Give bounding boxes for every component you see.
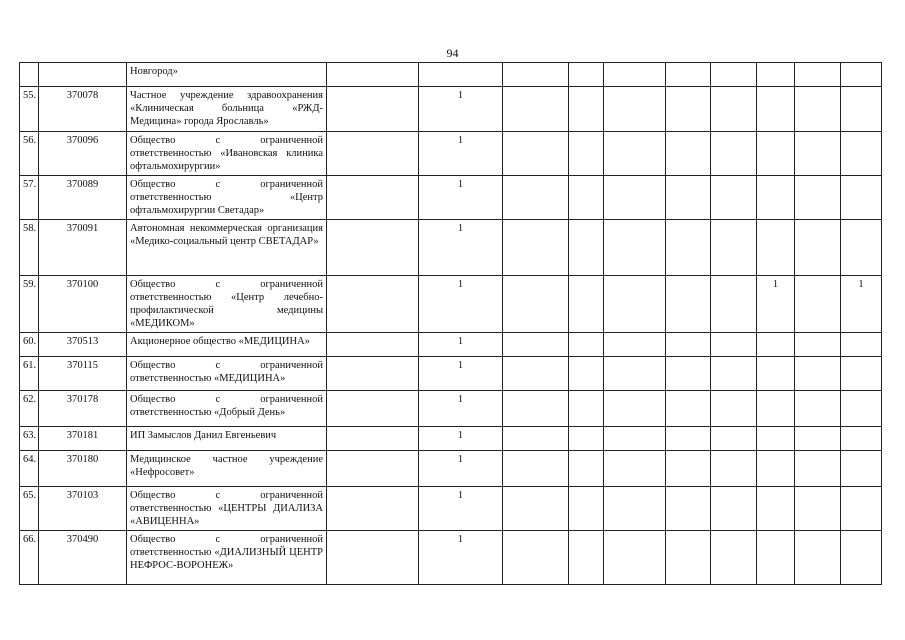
table-row	[20, 427, 882, 451]
empty-cell	[604, 427, 666, 451]
registry-code-cell: 370178	[39, 391, 127, 427]
document-table	[19, 62, 882, 585]
organization-name-cell: Общество с ограниченной ответственностью «Центр офтальмохирургии Светадар»	[127, 176, 327, 220]
empty-cell	[795, 132, 841, 176]
registry-code-cell: 370091	[39, 220, 127, 276]
empty-cell	[503, 427, 569, 451]
empty-cell	[503, 87, 569, 132]
mark-cell: 1	[419, 451, 503, 487]
empty-cell	[711, 276, 757, 333]
empty-cell	[711, 531, 757, 585]
mark-cell	[841, 487, 882, 531]
empty-cell	[503, 451, 569, 487]
empty-cell	[604, 487, 666, 531]
empty-cell	[503, 176, 569, 220]
empty-cell	[711, 487, 757, 531]
empty-cell	[711, 132, 757, 176]
empty-cell	[795, 357, 841, 391]
empty-cell	[666, 63, 711, 87]
empty-cell	[327, 487, 419, 531]
mark-cell: 1	[419, 132, 503, 176]
empty-cell	[795, 63, 841, 87]
empty-cell	[795, 427, 841, 451]
mark-cell: 1	[419, 531, 503, 585]
empty-cell	[503, 276, 569, 333]
mark-cell: 1	[419, 220, 503, 276]
mark-cell	[841, 220, 882, 276]
mark-cell: 1	[757, 276, 795, 333]
empty-cell	[711, 451, 757, 487]
mark-cell: 1	[419, 487, 503, 531]
empty-cell	[604, 391, 666, 427]
empty-cell	[795, 333, 841, 357]
row-number-cell: 56.	[20, 132, 39, 176]
mark-cell: 1	[419, 87, 503, 132]
empty-cell	[795, 87, 841, 132]
organization-name-cell: ИП Замыслов Данил Евгеньевич	[127, 427, 327, 451]
empty-cell	[604, 276, 666, 333]
empty-cell	[569, 531, 604, 585]
row-number-cell: 66.	[20, 531, 39, 585]
mark-cell	[757, 176, 795, 220]
empty-cell	[666, 87, 711, 132]
table-row	[20, 132, 882, 176]
mark-cell	[841, 87, 882, 132]
table-row	[20, 391, 882, 427]
empty-cell	[795, 220, 841, 276]
empty-cell	[503, 357, 569, 391]
empty-cell	[569, 391, 604, 427]
registry-code-cell: 370103	[39, 487, 127, 531]
mark-cell	[841, 333, 882, 357]
organization-name-cell: Общество с ограниченной ответственностью «ЦЕНТРЫ ДИАЛИЗА «АВИЦЕННА»	[127, 487, 327, 531]
empty-cell	[666, 220, 711, 276]
empty-cell	[604, 176, 666, 220]
empty-cell	[711, 391, 757, 427]
mark-cell	[757, 132, 795, 176]
registry-code-cell: 370078	[39, 87, 127, 132]
empty-cell	[666, 531, 711, 585]
row-number-cell: 57.	[20, 176, 39, 220]
empty-cell	[604, 451, 666, 487]
empty-cell	[666, 276, 711, 333]
organization-name-cell: Акционерное общество «МЕДИЦИНА»	[127, 333, 327, 357]
table-row	[20, 87, 882, 132]
organization-name-cell: Общество с ограниченной ответственностью «ДИАЛИЗНЫЙ ЦЕНТР НЕФРОС-ВОРОНЕЖ»	[127, 531, 327, 585]
empty-cell	[569, 132, 604, 176]
empty-cell	[569, 333, 604, 357]
registry-code-cell: 370490	[39, 531, 127, 585]
mark-cell	[841, 176, 882, 220]
empty-cell	[569, 487, 604, 531]
empty-cell	[327, 531, 419, 585]
mark-cell	[757, 357, 795, 391]
mark-cell	[757, 63, 795, 87]
mark-cell	[757, 487, 795, 531]
table-row	[20, 451, 882, 487]
organization-name-cell: Новгород»	[127, 63, 327, 87]
empty-cell	[327, 451, 419, 487]
mark-cell	[841, 132, 882, 176]
empty-cell	[327, 220, 419, 276]
empty-cell	[327, 63, 419, 87]
table-row	[20, 487, 882, 531]
empty-cell	[711, 176, 757, 220]
empty-cell	[503, 220, 569, 276]
mark-cell	[841, 391, 882, 427]
table-row	[20, 63, 882, 87]
organization-name-cell: Частное учреждение здравоохранения «Клиническая больница «РЖД-Медицина» города Ярославль»	[127, 87, 327, 132]
mark-cell	[841, 427, 882, 451]
row-number-cell: 58.	[20, 220, 39, 276]
mark-cell	[757, 333, 795, 357]
registry-code-cell	[39, 63, 127, 87]
mark-cell	[757, 427, 795, 451]
mark-cell	[757, 87, 795, 132]
empty-cell	[569, 63, 604, 87]
table-row	[20, 176, 882, 220]
empty-cell	[503, 63, 569, 87]
empty-cell	[503, 487, 569, 531]
empty-cell	[604, 333, 666, 357]
empty-cell	[327, 357, 419, 391]
empty-cell	[795, 276, 841, 333]
mark-cell: 1	[419, 176, 503, 220]
empty-cell	[604, 220, 666, 276]
mark-cell: 1	[419, 333, 503, 357]
empty-cell	[503, 132, 569, 176]
mark-cell: 1	[841, 276, 882, 333]
registry-code-cell: 370100	[39, 276, 127, 333]
empty-cell	[503, 333, 569, 357]
mark-cell: 1	[419, 357, 503, 391]
table-row	[20, 220, 882, 276]
empty-cell	[327, 427, 419, 451]
empty-cell	[666, 427, 711, 451]
mark-cell: 1	[419, 391, 503, 427]
registry-code-cell: 370513	[39, 333, 127, 357]
empty-cell	[327, 391, 419, 427]
empty-cell	[666, 357, 711, 391]
empty-cell	[666, 333, 711, 357]
mark-cell	[757, 220, 795, 276]
table-row	[20, 276, 882, 333]
table-row	[20, 357, 882, 391]
empty-cell	[711, 427, 757, 451]
organization-name-cell: Общество с ограниченной ответственностью «Добрый День»	[127, 391, 327, 427]
empty-cell	[795, 176, 841, 220]
empty-cell	[711, 357, 757, 391]
empty-cell	[327, 176, 419, 220]
empty-cell	[666, 176, 711, 220]
empty-cell	[569, 357, 604, 391]
mark-cell	[841, 63, 882, 87]
mark-cell	[841, 531, 882, 585]
organization-name-cell: Автономная некоммерческая организация «Медико-социальный центр СВЕТАДАР»	[127, 220, 327, 276]
registry-code-cell: 370115	[39, 357, 127, 391]
empty-cell	[604, 132, 666, 176]
row-number-cell: 65.	[20, 487, 39, 531]
row-number-cell: 62.	[20, 391, 39, 427]
mark-cell	[841, 357, 882, 391]
empty-cell	[604, 87, 666, 132]
empty-cell	[604, 63, 666, 87]
mark-cell	[757, 451, 795, 487]
empty-cell	[666, 132, 711, 176]
row-number-cell	[20, 63, 39, 87]
mark-cell	[419, 63, 503, 87]
row-number-cell: 59.	[20, 276, 39, 333]
table-row	[20, 333, 882, 357]
table-body	[20, 63, 882, 585]
empty-cell	[503, 391, 569, 427]
empty-cell	[327, 276, 419, 333]
empty-cell	[569, 427, 604, 451]
empty-cell	[569, 87, 604, 132]
mark-cell	[841, 451, 882, 487]
empty-cell	[711, 87, 757, 132]
organization-name-cell: Общество с ограниченной ответственностью «МЕДИЦИНА»	[127, 357, 327, 391]
row-number-cell: 61.	[20, 357, 39, 391]
empty-cell	[327, 333, 419, 357]
organization-name-cell: Общество с ограниченной ответственностью «Центр лечебно-профилактической медицины «МЕДИКОМ»	[127, 276, 327, 333]
empty-cell	[569, 176, 604, 220]
organization-name-cell: Общество с ограниченной ответственностью «Ивановская клиника офтальмохирургии»	[127, 132, 327, 176]
empty-cell	[711, 333, 757, 357]
row-number-cell: 60.	[20, 333, 39, 357]
empty-cell	[795, 531, 841, 585]
row-number-cell: 63.	[20, 427, 39, 451]
empty-cell	[795, 391, 841, 427]
mark-cell: 1	[419, 427, 503, 451]
empty-cell	[503, 531, 569, 585]
page-number: 94	[446, 46, 459, 60]
empty-cell	[327, 87, 419, 132]
empty-cell	[327, 132, 419, 176]
organization-name-cell: Медицинское частное учреждение «Нефросовет»	[127, 451, 327, 487]
mark-cell	[757, 531, 795, 585]
empty-cell	[666, 391, 711, 427]
row-number-cell: 55.	[20, 87, 39, 132]
empty-cell	[666, 451, 711, 487]
registry-code-cell: 370180	[39, 451, 127, 487]
empty-cell	[795, 451, 841, 487]
empty-cell	[569, 220, 604, 276]
empty-cell	[604, 531, 666, 585]
table-row	[20, 531, 882, 585]
registry-code-cell: 370181	[39, 427, 127, 451]
empty-cell	[711, 63, 757, 87]
registry-code-cell: 370089	[39, 176, 127, 220]
empty-cell	[569, 451, 604, 487]
registry-code-cell: 370096	[39, 132, 127, 176]
mark-cell	[757, 391, 795, 427]
empty-cell	[666, 487, 711, 531]
row-number-cell: 64.	[20, 451, 39, 487]
empty-cell	[795, 487, 841, 531]
empty-cell	[604, 357, 666, 391]
mark-cell: 1	[419, 276, 503, 333]
empty-cell	[569, 276, 604, 333]
empty-cell	[711, 220, 757, 276]
